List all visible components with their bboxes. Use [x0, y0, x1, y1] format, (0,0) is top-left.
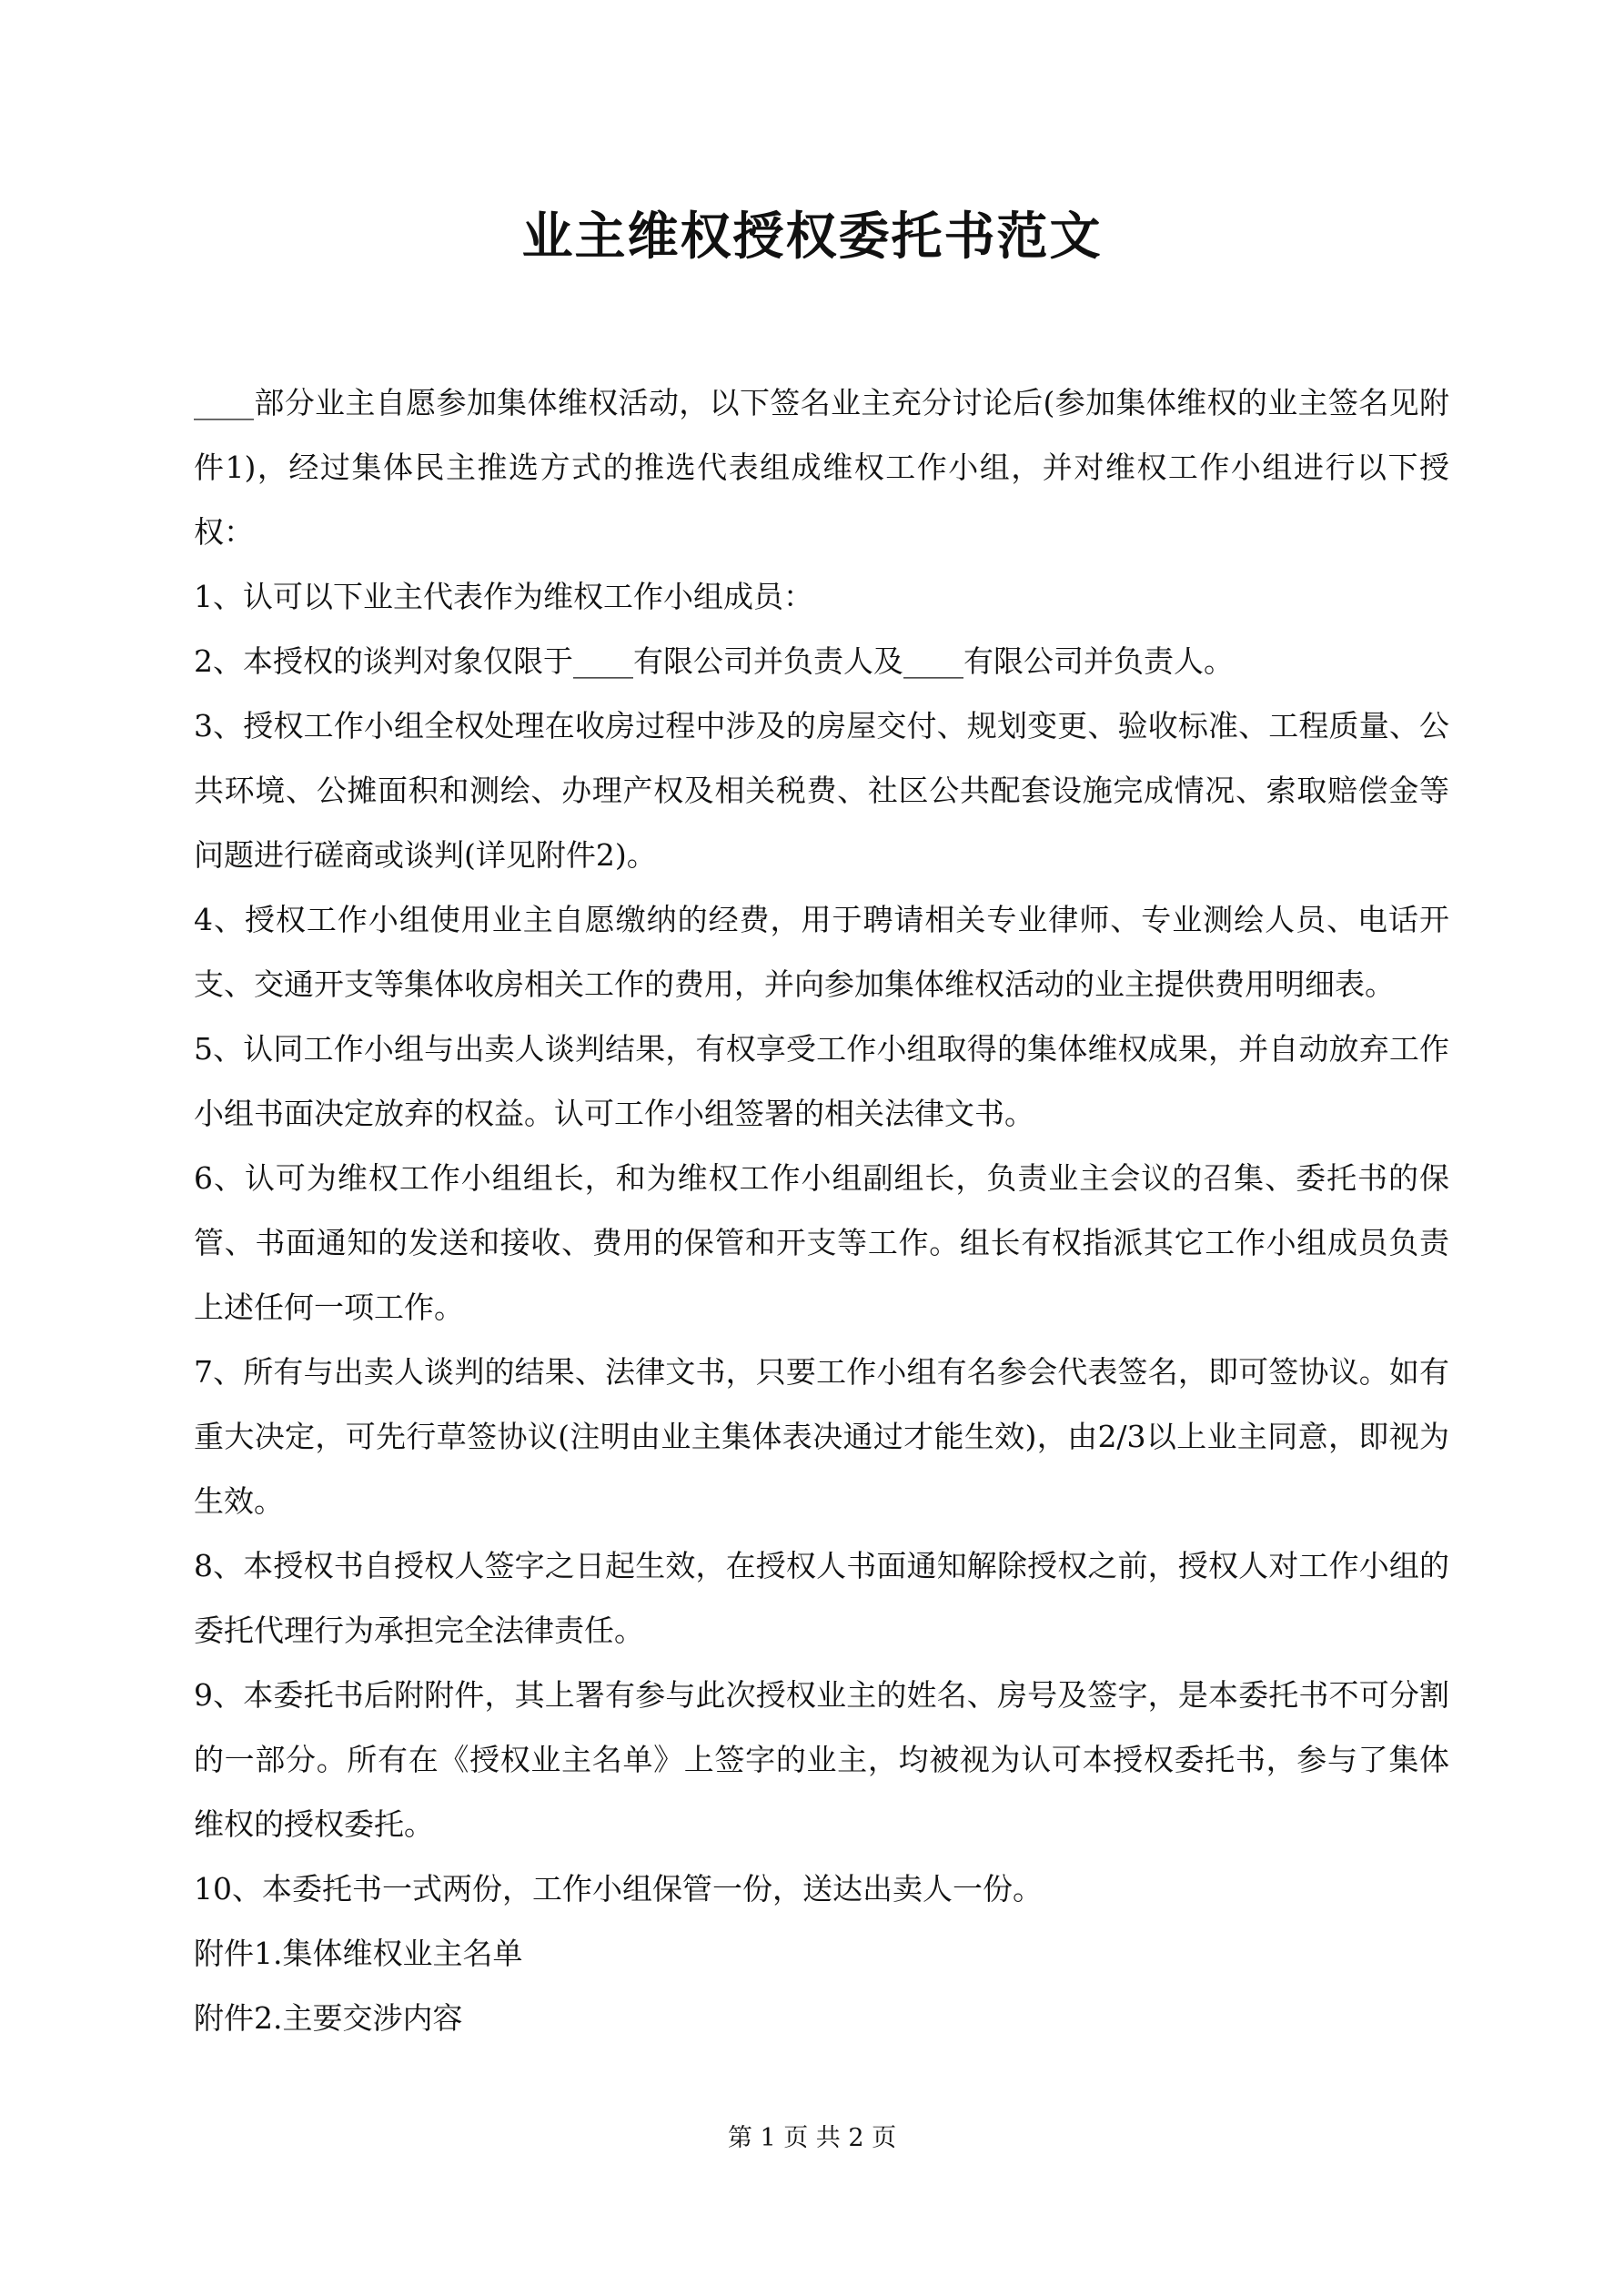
clause-7: 7、所有与出卖人谈判的结果、法律文书，只要工作小组有名参会代表签名，即可签协议。如有重大决定，可先行草签协议(注明由业主集体表决通过才能生效)，由2/3以上业主同意，即视为生效。 [194, 1354, 1449, 1519]
clause-10: 10、本委托书一式两份，工作小组保管一份，送达出卖人一份。 [194, 1871, 1043, 1907]
clause-4: 4、授权工作小组使用业主自愿缴纳的经费，用于聘请相关专业律师、专业测绘人员、电话开支、交通开支等集体收房相关工作的费用，并向参加集体维权活动的业主提供费用明细表。 [194, 902, 1449, 1002]
clause-8: 8、本授权书自授权人签字之日起生效，在授权人书面通知解除授权之前，授权人对工作小组的委托代理行为承担完全法律责任。 [194, 1548, 1449, 1648]
page-footer: 第 1 页 共 2 页 [727, 2124, 897, 2152]
clause-9: 9、本委托书后附附件，其上署有参与此次授权业主的姓名、房号及签字，是本委托书不可分割的一部分。所有在《授权业主名单》上签字的业主，均被视为认可本授权委托书，参与了集体维权的授权委托。 [194, 1677, 1449, 1842]
attachment-1: 附件1.集体维权业主名单 [194, 1936, 523, 1971]
clause-1: 1、认可以下业主代表作为维权工作小组成员： [194, 579, 813, 614]
clause-6: 6、认可为维权工作小组组长，和为维权工作小组副组长，负责业主会议的召集、委托书的保管、书面通知的发送和接收、费用的保管和开支等工作。组长有权指派其它工作小组成员负责上述任何一项工作。 [194, 1160, 1449, 1325]
document-body [194, 370, 1449, 2050]
clause-3: 3、授权工作小组全权处理在收房过程中涉及的房屋交付、规划变更、验收标准、工程质量、公共环境、公摊面积和测绘、办理产权及相关税费、社区公共配套设施完成情况、索取赔偿金等问题进行磋商或谈判(详见附件2)。 [194, 708, 1449, 873]
document-title: 业主维权授权委托书范文 [521, 207, 1103, 267]
clause-2: 2、本授权的谈判对象仅限于____有限公司并负责人及____有限公司并负责人。 [194, 643, 1234, 679]
attachment-2: 附件2.主要交涉内容 [194, 2000, 463, 2036]
clause-5: 5、认同工作小组与出卖人谈判结果，有权享受工作小组取得的集体维权成果，并自动放弃工作小组书面决定放弃的权益。认可工作小组签署的相关法律文书。 [194, 1031, 1449, 1131]
intro-paragraph: ____部分业主自愿参加集体维权活动，以下签名业主充分讨论后(参加集体维权的业主签名见附件1)，经过集体民主推选方式的推选代表组成维权工作小组，并对维权工作小组进行以下授权： [194, 385, 1449, 550]
